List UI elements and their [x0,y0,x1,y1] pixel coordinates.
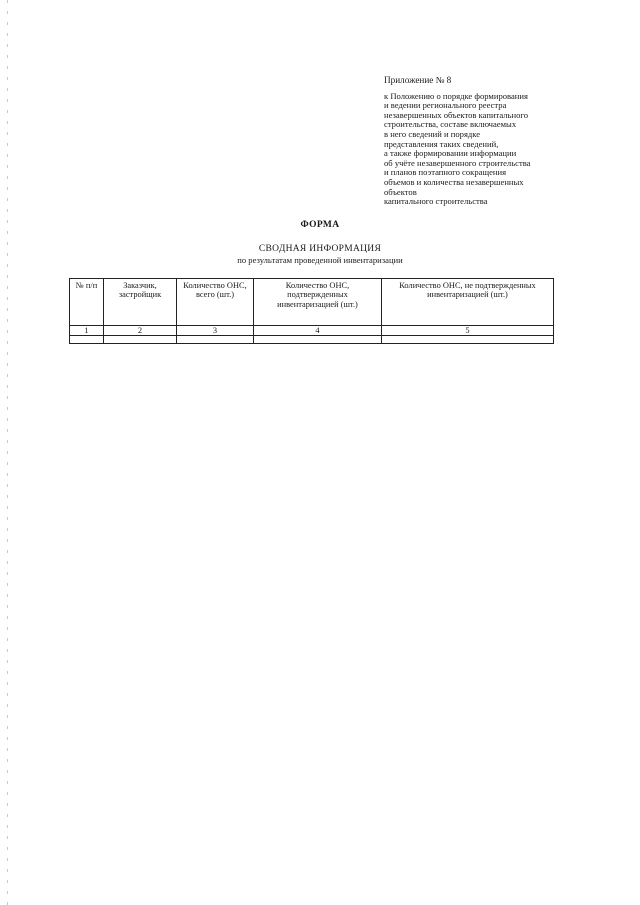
appendix-line: строительства, составе включаемых [384,119,517,130]
table-cell [104,336,177,344]
table-cell [382,336,554,344]
header-total-count: Количество ОНС, всего (шт.) [177,279,254,326]
column-number: 5 [382,326,554,336]
table-cell [254,336,382,344]
appendix-line: и ведении регионального реестра [384,100,507,111]
column-number: 3 [177,326,254,336]
scan-edge-marks [7,0,8,905]
appendix-line: объектов [384,186,417,197]
document-subtitle: по результатам проведенной инвентаризации [237,255,403,265]
table-cell [177,336,254,344]
appendix-number: Приложение № 8 [384,75,452,85]
appendix-line: незавершенных объектов капитального [384,109,529,120]
header-unconfirmed-count: Количество ОНС, не подтвержденных инвентаризацией (шт.) [382,279,554,326]
header-confirmed-count: Количество ОНС, подтвержденных инвентаризацией (шт.) [254,279,382,326]
appendix-note [384,76,624,207]
table-header-row [70,279,554,326]
column-number: 1 [70,326,104,336]
appendix-line: представления таких сведений, [384,138,499,149]
appendix-line: об учёте незавершенного строительства [384,157,531,168]
appendix-line: капитального строительства [384,196,488,207]
column-number: 4 [254,326,382,336]
header-number: № п/п [70,279,104,326]
form-label: ФОРМА [300,220,340,230]
appendix-line: к Положению о порядке формирования [384,90,528,101]
appendix-line: и планов поэтапного сокращения [384,167,507,178]
table-cell [70,336,104,344]
appendix-line: объемов и количества незавершенных [384,176,524,187]
appendix-line: в него сведений и порядке [384,128,481,139]
inventory-table [69,278,554,344]
table-row [70,336,554,344]
appendix-line: а также формировании информации [384,148,517,159]
column-number: 2 [104,326,177,336]
document-title: СВОДНАЯ ИНФОРМАЦИЯ [258,244,382,254]
column-number-row [70,326,554,336]
header-customer: Заказчик, застройщик [104,279,177,326]
